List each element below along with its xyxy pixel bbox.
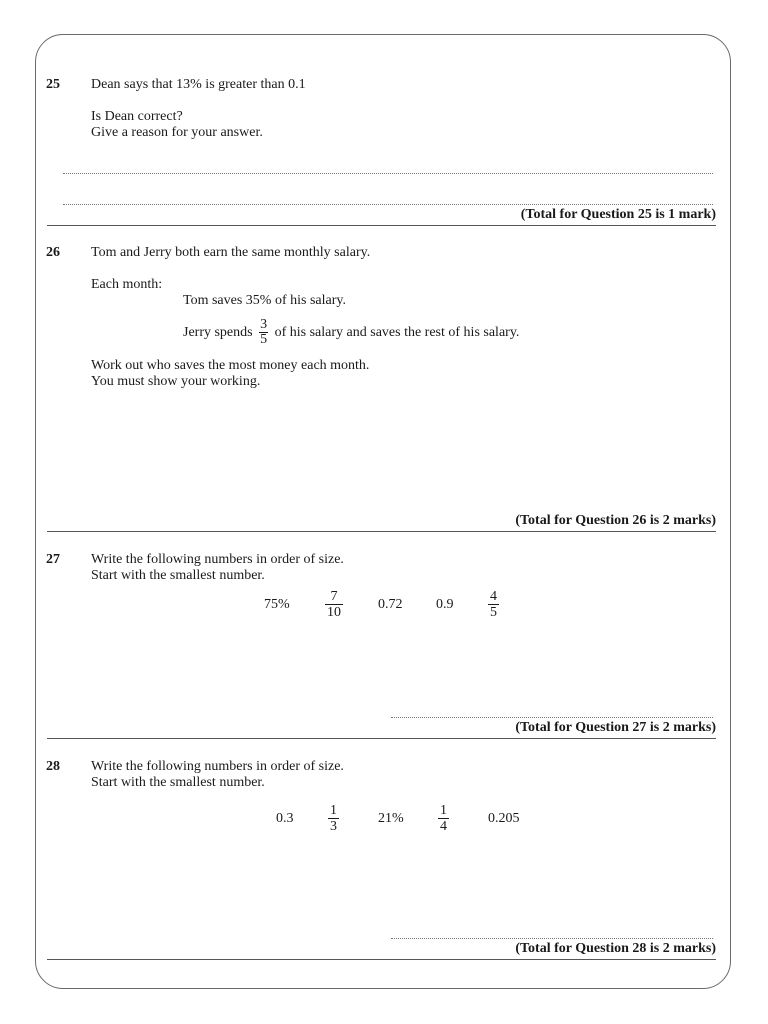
question-26-jerry-line [183, 316, 519, 350]
fraction-numerator: 1 [440, 803, 447, 818]
question-27-answer-line[interactable] [391, 717, 713, 718]
question-26-each-month: Each month: [91, 277, 163, 292]
question-26-instruction: You must show your working. [91, 374, 261, 389]
question-27-item-decimal-09: 0.9 [436, 597, 454, 612]
question-27-item-decimal-072: 0.72 [378, 597, 403, 612]
question-28-total: (Total for Question 28 is 2 marks) [515, 941, 716, 956]
question-26-intro: Tom and Jerry both earn the same monthly salary. [91, 245, 371, 260]
question-27-total: (Total for Question 27 is 2 marks) [515, 720, 716, 735]
question-25-number: 25 [46, 77, 60, 92]
question-26-jerry-after: of his salary and saves the rest of his salary. [274, 325, 520, 340]
question-26-total: (Total for Question 26 is 2 marks) [515, 513, 716, 528]
question-27-line-1: Write the following numbers in order of size. [91, 552, 344, 567]
question-27-item-percent: 75% [264, 597, 290, 612]
question-25-divider [47, 225, 716, 226]
question-28-line-2: Start with the smallest number. [91, 775, 265, 790]
question-26-number: 26 [46, 245, 60, 260]
question-28-item-fraction-one-third [328, 803, 339, 834]
question-25-prompt-reason: Give a reason for your answer. [91, 125, 263, 140]
question-28-divider [47, 959, 716, 960]
question-25-statement: Dean says that 13% is greater than 0.1 [91, 77, 306, 92]
fraction-numerator: 1 [330, 803, 337, 818]
question-26-tom-line: Tom saves 35% of his salary. [183, 293, 346, 308]
fraction-numerator: 4 [490, 589, 497, 604]
question-27-divider [47, 738, 716, 739]
question-25-total: (Total for Question 25 is 1 mark) [520, 207, 716, 222]
question-26-jerry-fraction [259, 318, 268, 347]
question-26-fraction-denominator: 5 [260, 332, 268, 348]
question-28-number: 28 [46, 759, 60, 774]
fraction-denominator: 4 [440, 819, 447, 834]
question-25-answer-line-2[interactable] [63, 204, 713, 205]
question-26-fraction-numerator: 3 [260, 317, 268, 333]
question-26-divider [47, 531, 716, 532]
fraction-denominator: 5 [490, 605, 497, 620]
question-27-item-fraction-four-fifths [488, 589, 499, 620]
fraction-denominator: 10 [327, 605, 341, 620]
question-28-item-percent: 21% [378, 811, 404, 826]
fraction-denominator: 3 [330, 819, 337, 834]
question-27-item-fraction-seven-tenths [325, 589, 343, 620]
question-26-task: Work out who saves the most money each month. [91, 358, 370, 373]
question-25-answer-line-1[interactable] [63, 173, 713, 174]
question-28-line-1: Write the following numbers in order of size. [91, 759, 344, 774]
question-26-jerry-before: Jerry spends [183, 325, 253, 340]
question-27-line-2: Start with the smallest number. [91, 568, 265, 583]
question-28-item-decimal-0205: 0.205 [488, 811, 520, 826]
fraction-numerator: 7 [325, 589, 343, 605]
question-28-answer-line[interactable] [391, 938, 713, 939]
question-28-item-fraction-one-quarter [438, 803, 449, 834]
question-25-prompt: Is Dean correct? [91, 109, 183, 124]
question-28-item-decimal-03: 0.3 [276, 811, 294, 826]
question-27-number: 27 [46, 552, 60, 567]
page-frame [35, 34, 731, 989]
